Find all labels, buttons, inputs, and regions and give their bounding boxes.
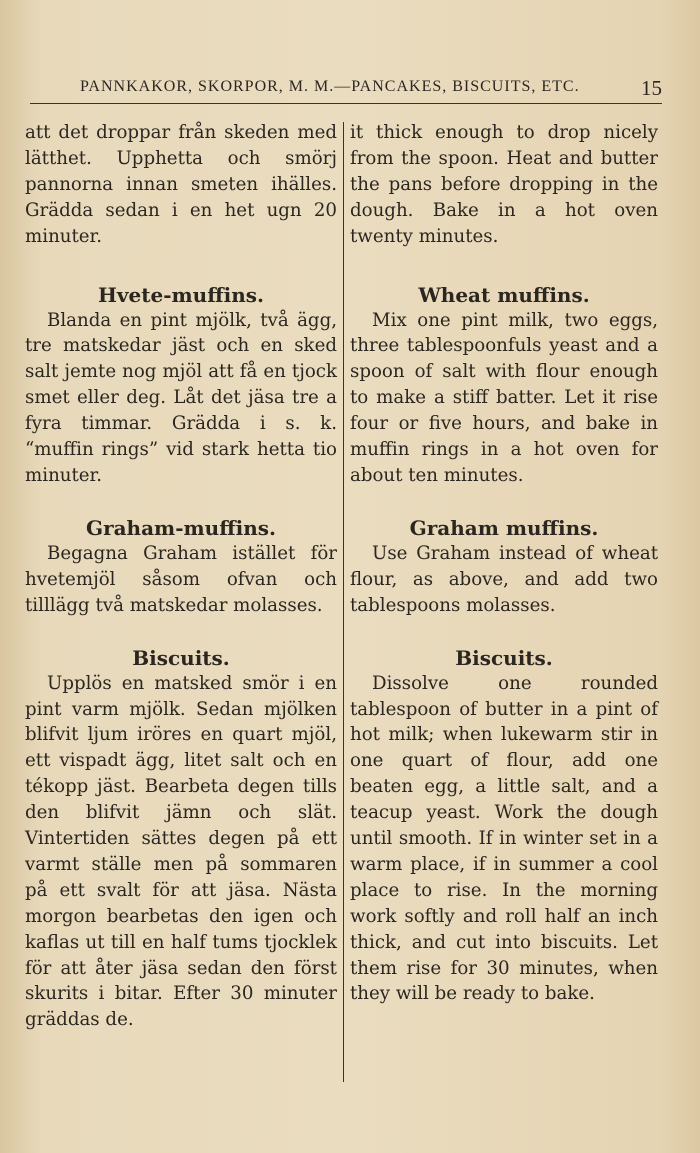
swedish-text-wheat-muffins: Blanda en pint mjölk, två ägg, tre matskedar jäst och en sked salt jemte nog mjöl att få en tjock smet eller deg. Låt det jäsa tre a fyra timmar. Grädda i s. k. “muffin rings” vid stark hetta tio minuter. — [25, 309, 337, 486]
english-heading-graham-muffins: Graham muffins. — [409, 515, 599, 540]
swedish-text-graham-muffins: Begagna Graham istället för hvetemjöl såsom ofvan och tilllägg två matskedar molasses. — [25, 542, 337, 616]
swedish-heading-biscuits: Biscuits. — [132, 645, 230, 670]
swedish-heading-wheat-muffins: Hvete-muffins. — [98, 282, 264, 307]
running-title: PANNKAKOR, SKORPOR, M. M.—PANCAKES, BISCUITS, ETC. — [80, 78, 580, 95]
english-heading-wheat-muffins: Wheat muffins. — [418, 282, 590, 307]
page-number: 15 — [641, 76, 662, 100]
english-continuation: it thick enough to drop nicely from the spoon. Heat and butter the pans before dropping in the dough. Bake in a hot oven twenty minutes. — [350, 122, 658, 247]
header-rule — [30, 103, 662, 104]
column-divider — [343, 122, 344, 1082]
english-text-wheat-muffins: Mix one pint milk, two eggs, three tablespoonfuls yeast and a spoon of salt with flour enough to make a stiff batter. Let it rise four or five hours, and bake in muffin rings in a hot oven for about ten minutes. — [350, 309, 658, 486]
swedish-text-biscuits: Upplös en matsked smör i en pint varm mjölk. Sedan mjölken blifvit ljum iröres en quart mjöl, ett vispadt ägg, litet salt och en tékopp jäst. Bearbeta degen tills den blifvit jämn och slät. Vintertiden sättes degen på ett varmt ställe men på sommaren på ett svalt för att jäsa. Nästa morgon bearbetas den igen och kaflas ut till en half tums tjocklek för att åter jäsa sedan den först skurits i bitar. Efter 30 minuter gräddas de. — [25, 672, 337, 1031]
swedish-continuation: att det droppar från skeden med lätthet. Upphetta och smörj pannorna innan smeten ihälles. Grädda sedan i en het ugn 20 minuter. — [25, 122, 337, 247]
english-text-biscuits: Dissolve one rounded tablespoon of butter in a pint of hot milk; when lukewarm stir in one quart of flour, add one beaten egg, a little salt, and a teacup yeast. Work the dough until smooth. If in winter set in a warm place, if in summer a cool place to rise. In the morning work softly and roll half an inch thick, and cut into biscuits. Let them rise for 30 minutes, when they will be ready to bake. — [350, 672, 658, 1005]
swedish-column — [25, 120, 337, 1033]
english-heading-biscuits: Biscuits. — [455, 645, 553, 670]
english-text-graham-muffins: Use Graham instead of wheat flour, as above, and add two tablespoons molasses. — [350, 542, 658, 616]
swedish-heading-graham-muffins: Graham-muffins. — [85, 515, 277, 540]
english-column — [350, 120, 658, 1007]
